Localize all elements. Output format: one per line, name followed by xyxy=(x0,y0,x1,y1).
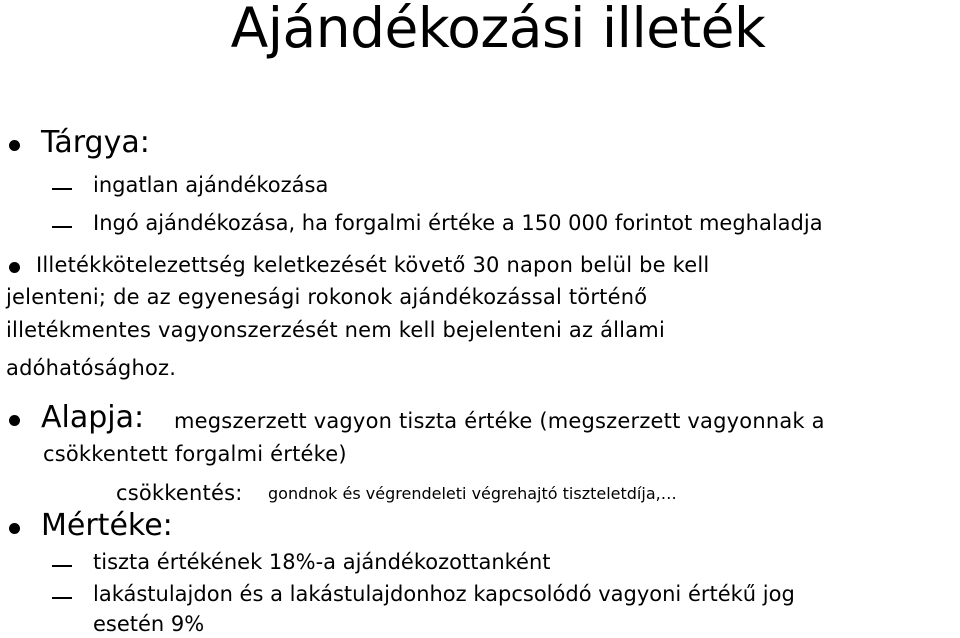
bullet-alapja xyxy=(9,415,20,426)
bullet-merteke xyxy=(9,523,20,534)
kotelezettseg-line-1: Illetékkötelezettség keletkezését követő 30 napon belül be kell xyxy=(36,253,710,277)
alapja-reduction-text: gondnok és végrendeleti végrehajtó tiszteletdíja,… xyxy=(268,484,677,503)
targya-item-1: ingatlan ajándékozása xyxy=(93,173,329,197)
merteke-item-2: lakástulajdon és a lakástulajdonhoz kapcsolódó vagyoni értékű jog xyxy=(93,582,795,606)
merteke-heading: Mértéke: xyxy=(41,508,173,543)
targya-heading: Tárgya: xyxy=(41,125,150,160)
kotelezettseg-line-3: illetékmentes vagyonszerzését nem kell bejelenteni az állami xyxy=(6,318,665,342)
dash-merteke-2 xyxy=(52,597,72,599)
alapja-text-1: megszerzett vagyon tiszta értéke (megszerzett vagyonnak a xyxy=(174,409,825,433)
alapja-text-2: csökkentett forgalmi értéke) xyxy=(43,442,347,466)
targya-item-2: Ingó ajándékozása, ha forgalmi értéke a 150 000 forintot meghaladja xyxy=(93,211,823,235)
merteke-item-1: tiszta értékének 18%-a ajándékozottanként xyxy=(93,550,551,574)
bullet-targya xyxy=(9,140,20,151)
merteke-item-2-cont: esetén 9% xyxy=(93,612,205,636)
bullet-kotelezettseg xyxy=(9,262,20,273)
dash-targya-1 xyxy=(52,188,72,190)
slide-title xyxy=(0,0,960,60)
dash-targya-2 xyxy=(52,226,72,228)
alapja-reduction-label: csökkentés: xyxy=(116,481,243,505)
kotelezettseg-line-4: adóhatósághoz. xyxy=(6,356,177,380)
alapja-heading: Alapja: xyxy=(41,400,145,435)
slide-title-text: Ajándékozási illeték xyxy=(230,0,766,60)
dash-merteke-1 xyxy=(52,565,72,567)
kotelezettseg-line-2: jelenteni; de az egyenesági rokonok ajándékozással történő xyxy=(6,285,648,309)
